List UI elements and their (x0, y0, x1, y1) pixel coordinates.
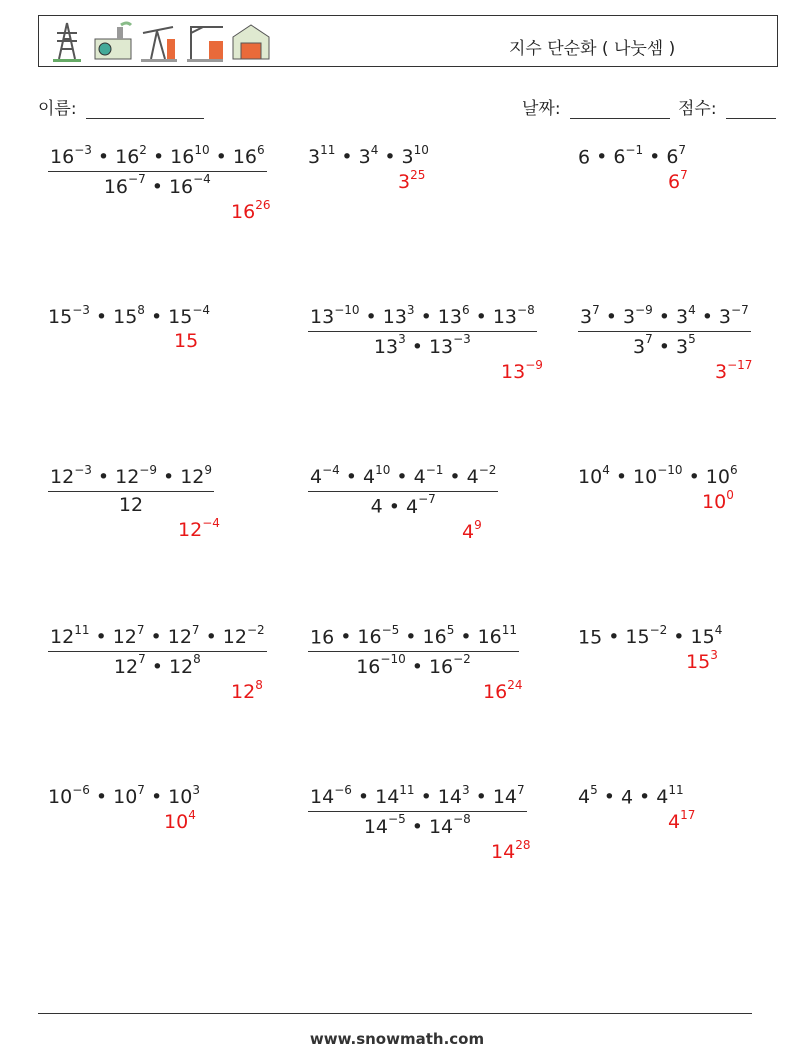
fraction (308, 305, 537, 358)
fraction (308, 465, 498, 518)
power-term: $3^{11}$ (308, 143, 336, 169)
power-term: $16^{-7}$ (103, 172, 146, 198)
multiply-dot: • (658, 306, 670, 329)
power-term: $4^{10}$ (363, 463, 391, 489)
exponent: 7 (680, 168, 688, 182)
numerator (48, 465, 214, 491)
power-term: $16^{26}$ (231, 198, 271, 224)
exponent: 8 (137, 303, 145, 317)
exponent: 3 (710, 648, 718, 662)
multiply-dot: • (658, 335, 670, 358)
multiply-dot: • (596, 146, 608, 169)
power-term: $3^4$ (358, 143, 379, 169)
exponent: −4 (202, 516, 220, 530)
power-term: $12^7$ (113, 652, 146, 678)
power-term: $16^{-4}$ (168, 172, 211, 198)
problem-4 (48, 305, 210, 328)
exponent: 4 (714, 623, 723, 637)
power-term: $10^3$ (168, 783, 200, 809)
power-term: $10^4$ (578, 463, 610, 489)
power-term: 6 (578, 146, 591, 169)
numerator (48, 145, 267, 171)
exponent: −9 (139, 463, 157, 477)
exponent: 4 (602, 463, 610, 477)
exponent: −5 (388, 812, 406, 827)
power-term: 12 (118, 494, 144, 517)
exponent: 26 (255, 198, 271, 212)
answer-10 (231, 680, 263, 703)
problem-1 (48, 145, 267, 198)
date-line[interactable] (570, 100, 670, 119)
exponent: −9 (525, 358, 543, 372)
exponent: −4 (192, 303, 211, 317)
header-icons (45, 19, 273, 63)
problem-8 (308, 465, 498, 518)
answer-3 (668, 170, 688, 193)
power-term: $4^{-2}$ (466, 463, 497, 489)
power-term: $6^{-1}$ (613, 143, 644, 169)
power-term: 16 (310, 626, 335, 649)
exponent: 7 (678, 143, 687, 157)
header-box (38, 15, 778, 67)
power-term: $3^5$ (675, 332, 696, 358)
power-term: $3^{-7}$ (718, 303, 749, 329)
power-term: $12^9$ (180, 463, 213, 489)
multiply-dot: • (97, 146, 110, 169)
exponent: −5 (381, 623, 400, 637)
power-term: $12^7$ (167, 623, 200, 649)
power-term: $14^{-8}$ (428, 812, 471, 838)
denominator (578, 331, 751, 357)
power-term: $13^6$ (437, 303, 470, 329)
denominator (308, 491, 498, 517)
exponent: −17 (727, 358, 753, 372)
power-term: 15 (174, 330, 199, 352)
problem-14 (308, 785, 527, 838)
multiply-dot: • (605, 306, 617, 329)
power-term: $10^7$ (113, 783, 145, 809)
power-term: $13^3$ (373, 332, 406, 358)
power-term: $4^{-4}$ (310, 463, 340, 489)
power-term: $14^{11}$ (375, 783, 415, 809)
denominator (308, 331, 537, 357)
power-term: $12^{-9}$ (115, 463, 157, 489)
exponent: −10 (380, 652, 406, 667)
problem-6 (578, 305, 751, 358)
power-term: $16^{-3}$ (50, 143, 92, 169)
exponent: 10 (375, 463, 391, 477)
multiply-dot: • (688, 466, 700, 489)
power-term: $16^6$ (232, 143, 265, 169)
exponent: 3 (192, 783, 200, 797)
power-term: $4^{-1}$ (413, 463, 444, 489)
exponent: 7 (517, 783, 525, 797)
power-term: $3^{-9}$ (622, 303, 653, 329)
name-field (38, 94, 204, 119)
answer-13 (164, 810, 196, 833)
exponent: −1 (625, 143, 644, 157)
denominator (48, 171, 267, 197)
exponent: 5 (590, 783, 598, 797)
exponent: 10 (413, 143, 429, 157)
power-term: $16^{-10}$ (356, 652, 406, 678)
footer-url: www.snowmath.com (309, 1030, 485, 1048)
exponent: 6 (461, 303, 470, 317)
problem-2 (308, 145, 429, 168)
power-term: $10^4$ (164, 808, 196, 834)
multiply-dot: • (411, 815, 423, 838)
denominator (48, 651, 267, 677)
multiply-dot: • (341, 146, 353, 169)
exponent: −6 (72, 783, 90, 797)
exponent: 7 (136, 623, 145, 637)
fraction (48, 625, 267, 678)
exponent: 7 (645, 332, 653, 347)
exponent: −2 (478, 463, 497, 477)
power-term: $14^3$ (437, 783, 470, 809)
exponent: 10 (194, 143, 210, 157)
multiply-dot: • (673, 626, 685, 649)
multiply-dot: • (460, 626, 472, 649)
power-term: $3^4$ (675, 303, 696, 329)
problem-9 (578, 465, 738, 488)
exponent: −7 (418, 492, 436, 507)
exponent: −3 (74, 143, 92, 157)
exponent: −8 (453, 812, 471, 827)
problem-10 (48, 625, 267, 678)
numerator (308, 785, 527, 811)
power-term: $15^{-4}$ (168, 303, 211, 329)
problem-11 (308, 625, 519, 678)
problem-15 (578, 785, 684, 808)
exponent: 0 (726, 488, 734, 502)
exponent: 11 (74, 623, 90, 637)
exponent: −7 (128, 172, 146, 187)
fraction (308, 625, 519, 678)
multiply-dot: • (639, 786, 651, 809)
score-line[interactable] (726, 100, 776, 119)
multiply-dot: • (151, 655, 163, 678)
name-label: 이름: (38, 99, 77, 119)
exponent: 7 (138, 652, 146, 667)
problem-5 (308, 305, 537, 358)
exponent: 8 (255, 678, 263, 692)
name-line[interactable] (86, 100, 204, 119)
exponent: −10 (334, 303, 360, 317)
power-term: $12^8$ (168, 652, 201, 678)
exponent: 24 (507, 678, 523, 692)
exponent: −2 (649, 623, 668, 637)
exponent: 11 (399, 783, 415, 797)
multiply-dot: • (420, 786, 432, 809)
power-term: $12^8$ (231, 678, 263, 704)
exponent: 5 (446, 623, 455, 637)
exponent: 9 (474, 518, 482, 532)
multiply-dot: • (205, 626, 217, 649)
exponent: −6 (334, 783, 352, 797)
multiply-dot: • (411, 655, 423, 678)
power-term: $12^{-2}$ (222, 623, 265, 649)
exponent: −3 (453, 332, 471, 347)
power-term: $3^7$ (633, 332, 653, 358)
footer-divider (38, 1013, 752, 1014)
power-term: $12^{-3}$ (50, 463, 92, 489)
power-tower-icon (45, 19, 89, 63)
power-term: $12^{-4}$ (178, 516, 220, 542)
answer-8 (462, 520, 482, 543)
denominator (308, 811, 527, 837)
exponent: 3 (398, 332, 406, 347)
exponent: −1 (425, 463, 444, 477)
power-term: $4^{17}$ (668, 808, 696, 834)
answer-5 (501, 360, 543, 383)
numerator (48, 625, 267, 651)
problem-3 (578, 145, 686, 168)
power-term: $3^7$ (580, 303, 600, 329)
multiply-dot: • (95, 306, 108, 329)
page-title: 지수 단순화 ( 나눗셈 ) (509, 39, 676, 59)
score-field (678, 94, 776, 119)
exponent: 6 (257, 143, 265, 157)
fraction (48, 465, 214, 516)
power-term: $3^{-17}$ (715, 358, 753, 384)
multiply-dot: • (603, 786, 615, 809)
problem-13 (48, 785, 200, 808)
multiply-dot: • (365, 306, 377, 329)
oil-pump-icon (137, 19, 181, 63)
problem-7 (48, 465, 214, 516)
power-term: $15^{-2}$ (625, 623, 668, 649)
power-term: $4^{11}$ (656, 783, 684, 809)
multiply-dot: • (420, 306, 432, 329)
problem-12 (578, 625, 722, 648)
multiply-dot: • (150, 786, 163, 809)
numerator (308, 465, 498, 491)
numerator (308, 625, 519, 651)
power-term: $3^{25}$ (398, 168, 426, 194)
multiply-dot: • (475, 306, 487, 329)
answer-2 (398, 170, 425, 193)
exponent: 7 (191, 623, 200, 637)
answer-15 (668, 810, 695, 833)
multiply-dot: • (608, 626, 620, 649)
exponent: −8 (517, 303, 535, 317)
power-term: $16^{-2}$ (428, 652, 471, 678)
date-label: 날짜: (522, 99, 561, 119)
power-term: $13^{-9}$ (501, 358, 543, 384)
exponent: 25 (410, 168, 426, 182)
exponent: 28 (515, 838, 531, 852)
power-term: $13^{-10}$ (310, 303, 360, 329)
power-term: $12^{11}$ (50, 623, 90, 649)
multiply-dot: • (396, 466, 408, 489)
power-term: $10^{-10}$ (633, 463, 683, 489)
multiply-dot: • (449, 466, 461, 489)
power-term: $14^7$ (492, 783, 525, 809)
answer-1 (231, 200, 270, 223)
exponent: −9 (635, 303, 653, 317)
power-term: $10^6$ (705, 463, 738, 489)
exponent: −4 (193, 172, 211, 187)
numerator (308, 305, 537, 331)
exponent: 11 (668, 783, 684, 797)
exponent: 11 (501, 623, 518, 637)
exponent: −3 (74, 463, 92, 477)
power-term: 4 (620, 786, 634, 809)
answer-9 (702, 490, 734, 513)
power-term: $14^{28}$ (491, 838, 531, 864)
power-term: $15^3$ (686, 648, 718, 674)
multiply-dot: • (345, 466, 358, 489)
power-term: $4^5$ (578, 783, 598, 809)
multiply-dot: • (95, 626, 107, 649)
exponent: 3 (461, 783, 470, 797)
denominator (48, 491, 214, 516)
multiply-dot: • (405, 626, 417, 649)
multiply-dot: • (151, 175, 163, 198)
factory-icon (91, 19, 135, 63)
numerator (578, 305, 751, 331)
power-term: $10^{-6}$ (48, 783, 90, 809)
power-term: 4 (370, 495, 383, 518)
power-term: $16^{24}$ (483, 678, 523, 704)
power-term: $15^{-3}$ (48, 303, 90, 329)
power-term: $15^8$ (113, 303, 145, 329)
power-term: $14^{-5}$ (363, 812, 406, 838)
exponent: −2 (453, 652, 471, 667)
multiply-dot: • (357, 786, 370, 809)
power-term: $16^5$ (422, 623, 455, 649)
power-term: $16^{-5}$ (357, 623, 400, 649)
power-term: $10^0$ (702, 488, 734, 514)
score-label: 점수: (678, 99, 717, 119)
exponent: 3 (406, 303, 415, 317)
power-term: $6^7$ (666, 143, 687, 169)
answer-7 (178, 518, 220, 541)
exponent: −4 (322, 463, 340, 477)
exponent: −2 (246, 623, 265, 637)
multiply-dot: • (163, 466, 175, 489)
multiply-dot: • (215, 146, 227, 169)
power-term: $13^{-3}$ (428, 332, 471, 358)
exponent: 4 (188, 808, 196, 822)
power-term: $13^3$ (382, 303, 415, 329)
power-term: $14^{-6}$ (310, 783, 352, 809)
exponent: 7 (137, 783, 145, 797)
exponent: 4 (688, 303, 696, 317)
exponent: 2 (139, 143, 147, 157)
power-term: $12^7$ (112, 623, 145, 649)
multiply-dot: • (388, 495, 400, 518)
exponent: −7 (731, 303, 749, 317)
answer-12 (686, 650, 718, 673)
multiply-dot: • (615, 466, 628, 489)
multiply-dot: • (649, 146, 661, 169)
power-term: $6^7$ (668, 168, 688, 194)
crane-icon (183, 19, 227, 63)
exponent: 11 (320, 143, 336, 157)
multiply-dot: • (475, 786, 487, 809)
power-term: $13^{-8}$ (492, 303, 535, 329)
power-term: $15^4$ (690, 623, 723, 649)
answer-6 (715, 360, 752, 383)
warehouse-icon (229, 19, 273, 63)
denominator (308, 651, 519, 677)
fraction (308, 785, 527, 838)
exponent: 8 (193, 652, 201, 667)
power-term: $16^{11}$ (477, 623, 518, 649)
multiply-dot: • (150, 626, 162, 649)
multiply-dot: • (340, 626, 352, 649)
fraction (578, 305, 751, 358)
power-term: $4^9$ (462, 518, 482, 544)
answer-11 (483, 680, 522, 703)
exponent: 4 (370, 143, 379, 157)
exponent: −3 (72, 303, 90, 317)
answer-4 (174, 330, 198, 352)
multiply-dot: • (411, 335, 423, 358)
exponent: 9 (204, 463, 213, 477)
exponent: 17 (680, 808, 696, 822)
multiply-dot: • (97, 466, 110, 489)
exponent: 6 (729, 463, 738, 477)
exponent: 5 (688, 332, 696, 347)
fraction (48, 145, 267, 198)
power-term: $4^{-7}$ (405, 492, 436, 518)
multiply-dot: • (95, 786, 108, 809)
exponent: 7 (592, 303, 600, 317)
multiply-dot: • (384, 146, 396, 169)
power-term: $16^{10}$ (170, 143, 210, 169)
power-term: $3^{10}$ (401, 143, 429, 169)
exponent: −10 (657, 463, 683, 477)
power-term: 15 (578, 626, 603, 649)
power-term: $16^2$ (115, 143, 147, 169)
multiply-dot: • (150, 306, 163, 329)
answer-14 (491, 840, 530, 863)
multiply-dot: • (152, 146, 165, 169)
multiply-dot: • (701, 306, 713, 329)
date-field (522, 94, 670, 119)
